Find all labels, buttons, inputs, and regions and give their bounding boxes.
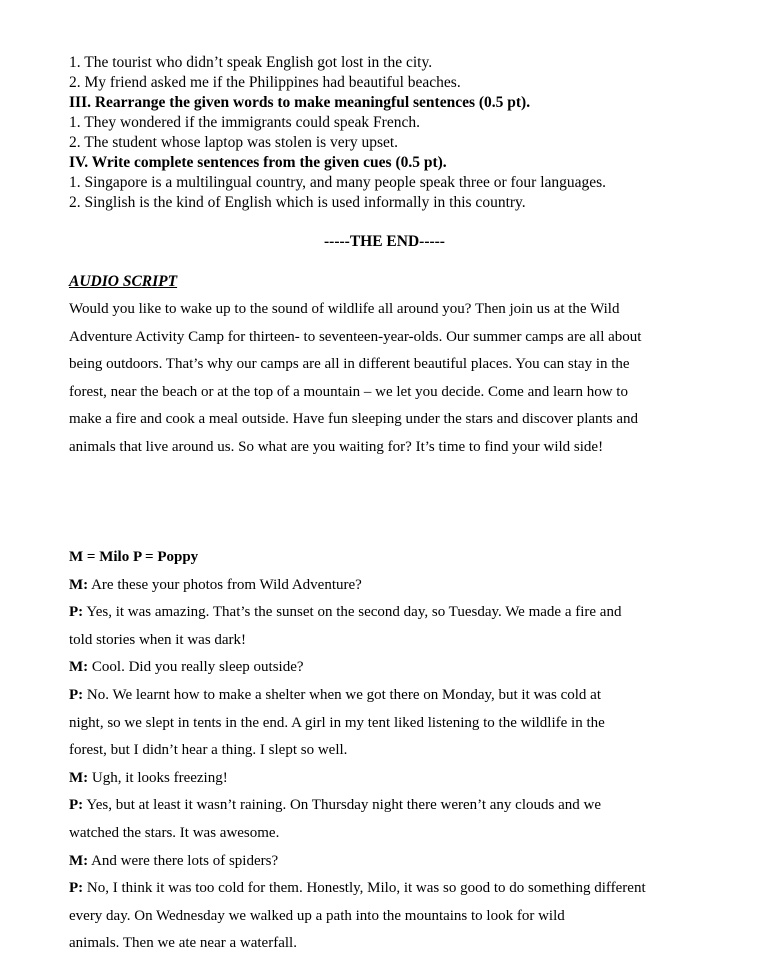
paragraph-line: make a fire and cook a meal outside. Have fun sleeping under the stars and discover plants and bbox=[69, 411, 638, 428]
dialogue-line bbox=[69, 875, 709, 903]
dialogue-text: night, so we slept in tents in the end. A girl in my tent liked listening to the wildlife in the bbox=[69, 714, 605, 731]
dialogue-line bbox=[69, 737, 709, 765]
dialogue-text: watched the stars. It was awesome. bbox=[69, 824, 280, 841]
answer-line: 2. My friend asked me if the Philippines had beautiful beaches. bbox=[69, 74, 461, 91]
dialogue-text: And were there lots of spiders? bbox=[88, 852, 279, 869]
dialogue-text: Yes, but at least it wasn’t raining. On Thursday night there weren’t any clouds and we bbox=[83, 797, 601, 814]
audio-script-paragraph bbox=[69, 296, 709, 462]
answer-line: 1. They wondered if the immigrants could speak French. bbox=[69, 114, 420, 131]
dialogue-line bbox=[69, 599, 709, 627]
paragraph-line: Would you like to wake up to the sound of wildlife all around you? Then join us at the Wild bbox=[69, 301, 620, 317]
dialogue-text: No, I think it was too cold for them. Honestly, Milo, it was so good to do something different bbox=[83, 880, 646, 897]
answer-line: 2. The student whose laptop was stolen is very upset. bbox=[69, 134, 399, 151]
dialogue-line bbox=[69, 627, 709, 655]
speakers-legend: M = Milo P = Poppy bbox=[69, 549, 199, 565]
audio-script-title: AUDIO SCRIPT bbox=[69, 273, 178, 290]
dialogue-line bbox=[69, 572, 709, 600]
section-heading: IV. Write complete sentences from the given cues (0.5 pt). bbox=[69, 154, 447, 171]
dialogue-section bbox=[69, 544, 709, 958]
paragraph-line: Adventure Activity Camp for thirteen- to seventeen-year-olds. Our summer camps are all about bbox=[69, 328, 642, 345]
dialogue-line bbox=[69, 930, 709, 958]
speaker-label: M: bbox=[69, 576, 89, 593]
answer-line: 2. Singlish is the kind of English which is used informally in this country. bbox=[69, 194, 526, 211]
dialogue-line bbox=[69, 765, 709, 793]
dialogue-text: told stories when it was dark! bbox=[69, 631, 247, 648]
section-heading: III. Rearrange the given words to make meaningful sentences (0.5 pt). bbox=[69, 94, 531, 111]
dialogue-text: every day. On Wednesday we walked up a path into the mountains to look for wild bbox=[69, 907, 565, 924]
dialogue-line bbox=[69, 903, 709, 931]
dialogue-text: No. We learnt how to make a shelter when we got there on Monday, but it was cold at bbox=[83, 686, 601, 703]
answer-line: 1. Singapore is a multilingual country, and many people speak three or four languages. bbox=[69, 174, 607, 191]
speaker-label: P: bbox=[69, 604, 84, 621]
speaker-label: M: bbox=[69, 852, 89, 869]
answer-key-section bbox=[69, 53, 729, 213]
the-end-marker: -----THE END----- bbox=[324, 233, 445, 250]
paragraph-line: being outdoors. That’s why our camps are all in different beautiful places. You can stay in the bbox=[69, 356, 630, 373]
dialogue-text: animals. Then we ate near a waterfall. bbox=[69, 935, 297, 952]
dialogue-line bbox=[69, 820, 709, 848]
answer-line: 1. The tourist who didn’t speak English got lost in the city. bbox=[69, 54, 433, 71]
speaker-label: M: bbox=[69, 769, 89, 786]
dialogue-line bbox=[69, 710, 709, 738]
speaker-label: P: bbox=[69, 686, 84, 703]
speaker-label: P: bbox=[69, 880, 84, 897]
dialogue-line bbox=[69, 848, 709, 876]
speaker-label: M: bbox=[69, 659, 89, 676]
dialogue-line bbox=[69, 792, 709, 820]
dialogue-line bbox=[69, 682, 709, 710]
speaker-label: P: bbox=[69, 797, 84, 814]
dialogue-text: forest, but I didn’t hear a thing. I slept so well. bbox=[69, 742, 348, 759]
paragraph-line: forest, near the beach or at the top of a mountain – we let you decide. Come and learn how to bbox=[69, 383, 628, 400]
dialogue-line bbox=[69, 654, 709, 682]
dialogue-text: Ugh, it looks freezing! bbox=[88, 769, 228, 786]
paragraph-line: animals that live around us. So what are you waiting for? It’s time to find your wild side! bbox=[69, 438, 604, 455]
dialogue-text: Yes, it was amazing. That’s the sunset on the second day, so Tuesday. We made a fire and bbox=[83, 604, 622, 621]
dialogue-text: Are these your photos from Wild Adventure? bbox=[88, 576, 362, 593]
dialogue-text: Cool. Did you really sleep outside? bbox=[88, 659, 304, 676]
